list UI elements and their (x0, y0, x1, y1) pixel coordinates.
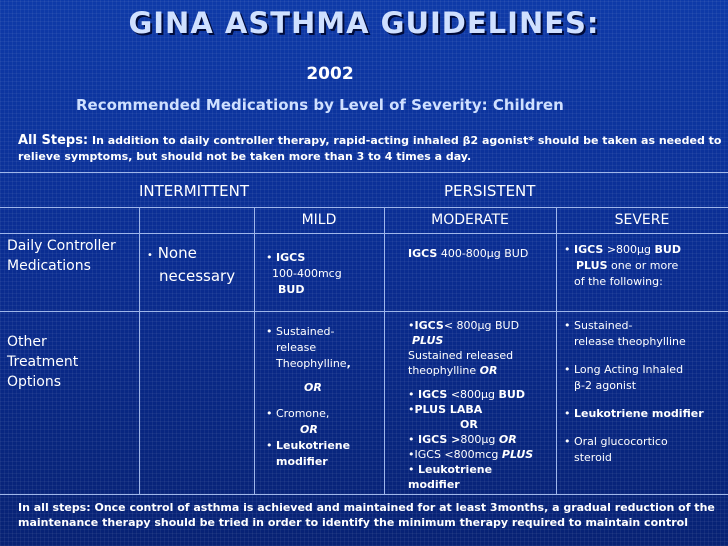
daily-intermittent-cell: • None necessary (147, 244, 236, 285)
all-steps-lead: All Steps: (18, 133, 89, 148)
all-steps-text: In addition to daily controller therapy, rapid-acting inhaled β2 agonist* should be taken as needed to relieve symptoms, but should not be taken more than 3 to 4 times a day. (18, 134, 722, 163)
daily-severe-cell: • IGCS >800μg BUD PLUS one or more of the following: (564, 243, 681, 288)
divider-top (0, 172, 728, 173)
year-label: 2002 (306, 64, 354, 84)
other-moderate-cell: •IGCS< 800μg BUD PLUS Sustained released theophylline OR • IGCS <800μg BUD •PLUS LABA OR • IGCS >800μg OR •IGCS <800mcg PLUS • Leukotriene modifier (408, 319, 534, 491)
header-severe: SEVERE (614, 212, 670, 228)
header-moderate: MODERATE (431, 212, 509, 228)
divider-bottom (0, 494, 728, 495)
all-steps-note (18, 133, 724, 165)
header-persistent: PERSISTENT (444, 182, 536, 200)
page-title: GINA ASTHMA GUIDELINES: (128, 6, 600, 40)
header-intermittent: INTERMITTENT (139, 182, 249, 200)
subtitle: Recommended Medications by Level of Severity: Children (76, 96, 564, 114)
divider-header (0, 207, 728, 208)
row-label-daily-controller: Daily Controller Medications (7, 238, 116, 274)
daily-moderate-cell: IGCS 400-800μg BUD (408, 247, 529, 260)
other-severe-cell: • Sustained- release theophylline • Long Acting Inhaled β-2 agonist • Leukotriene modifier • Oral glucocortico steroid (564, 319, 704, 464)
row-label-other-treatment: Other Treatment Options (7, 334, 79, 390)
col-divider-1 (139, 207, 140, 494)
other-mild-cell: • Sustained- release Theophylline, OR • Cromone, OR • Leukotriene modifier (266, 325, 351, 468)
bottom-note: In all steps: Once control of asthma is achieved and maintained for at least 3months, a gradual reduction of the maintenance therapy should be tried in order to identify the minimum therapy required to maintain control (18, 501, 715, 529)
divider-subheader (0, 233, 728, 234)
daily-mild-cell: • IGCS 100-400mcg BUD (266, 251, 342, 296)
col-divider-2 (254, 207, 255, 494)
header-mild: MILD (301, 212, 337, 228)
divider-row (0, 311, 728, 312)
